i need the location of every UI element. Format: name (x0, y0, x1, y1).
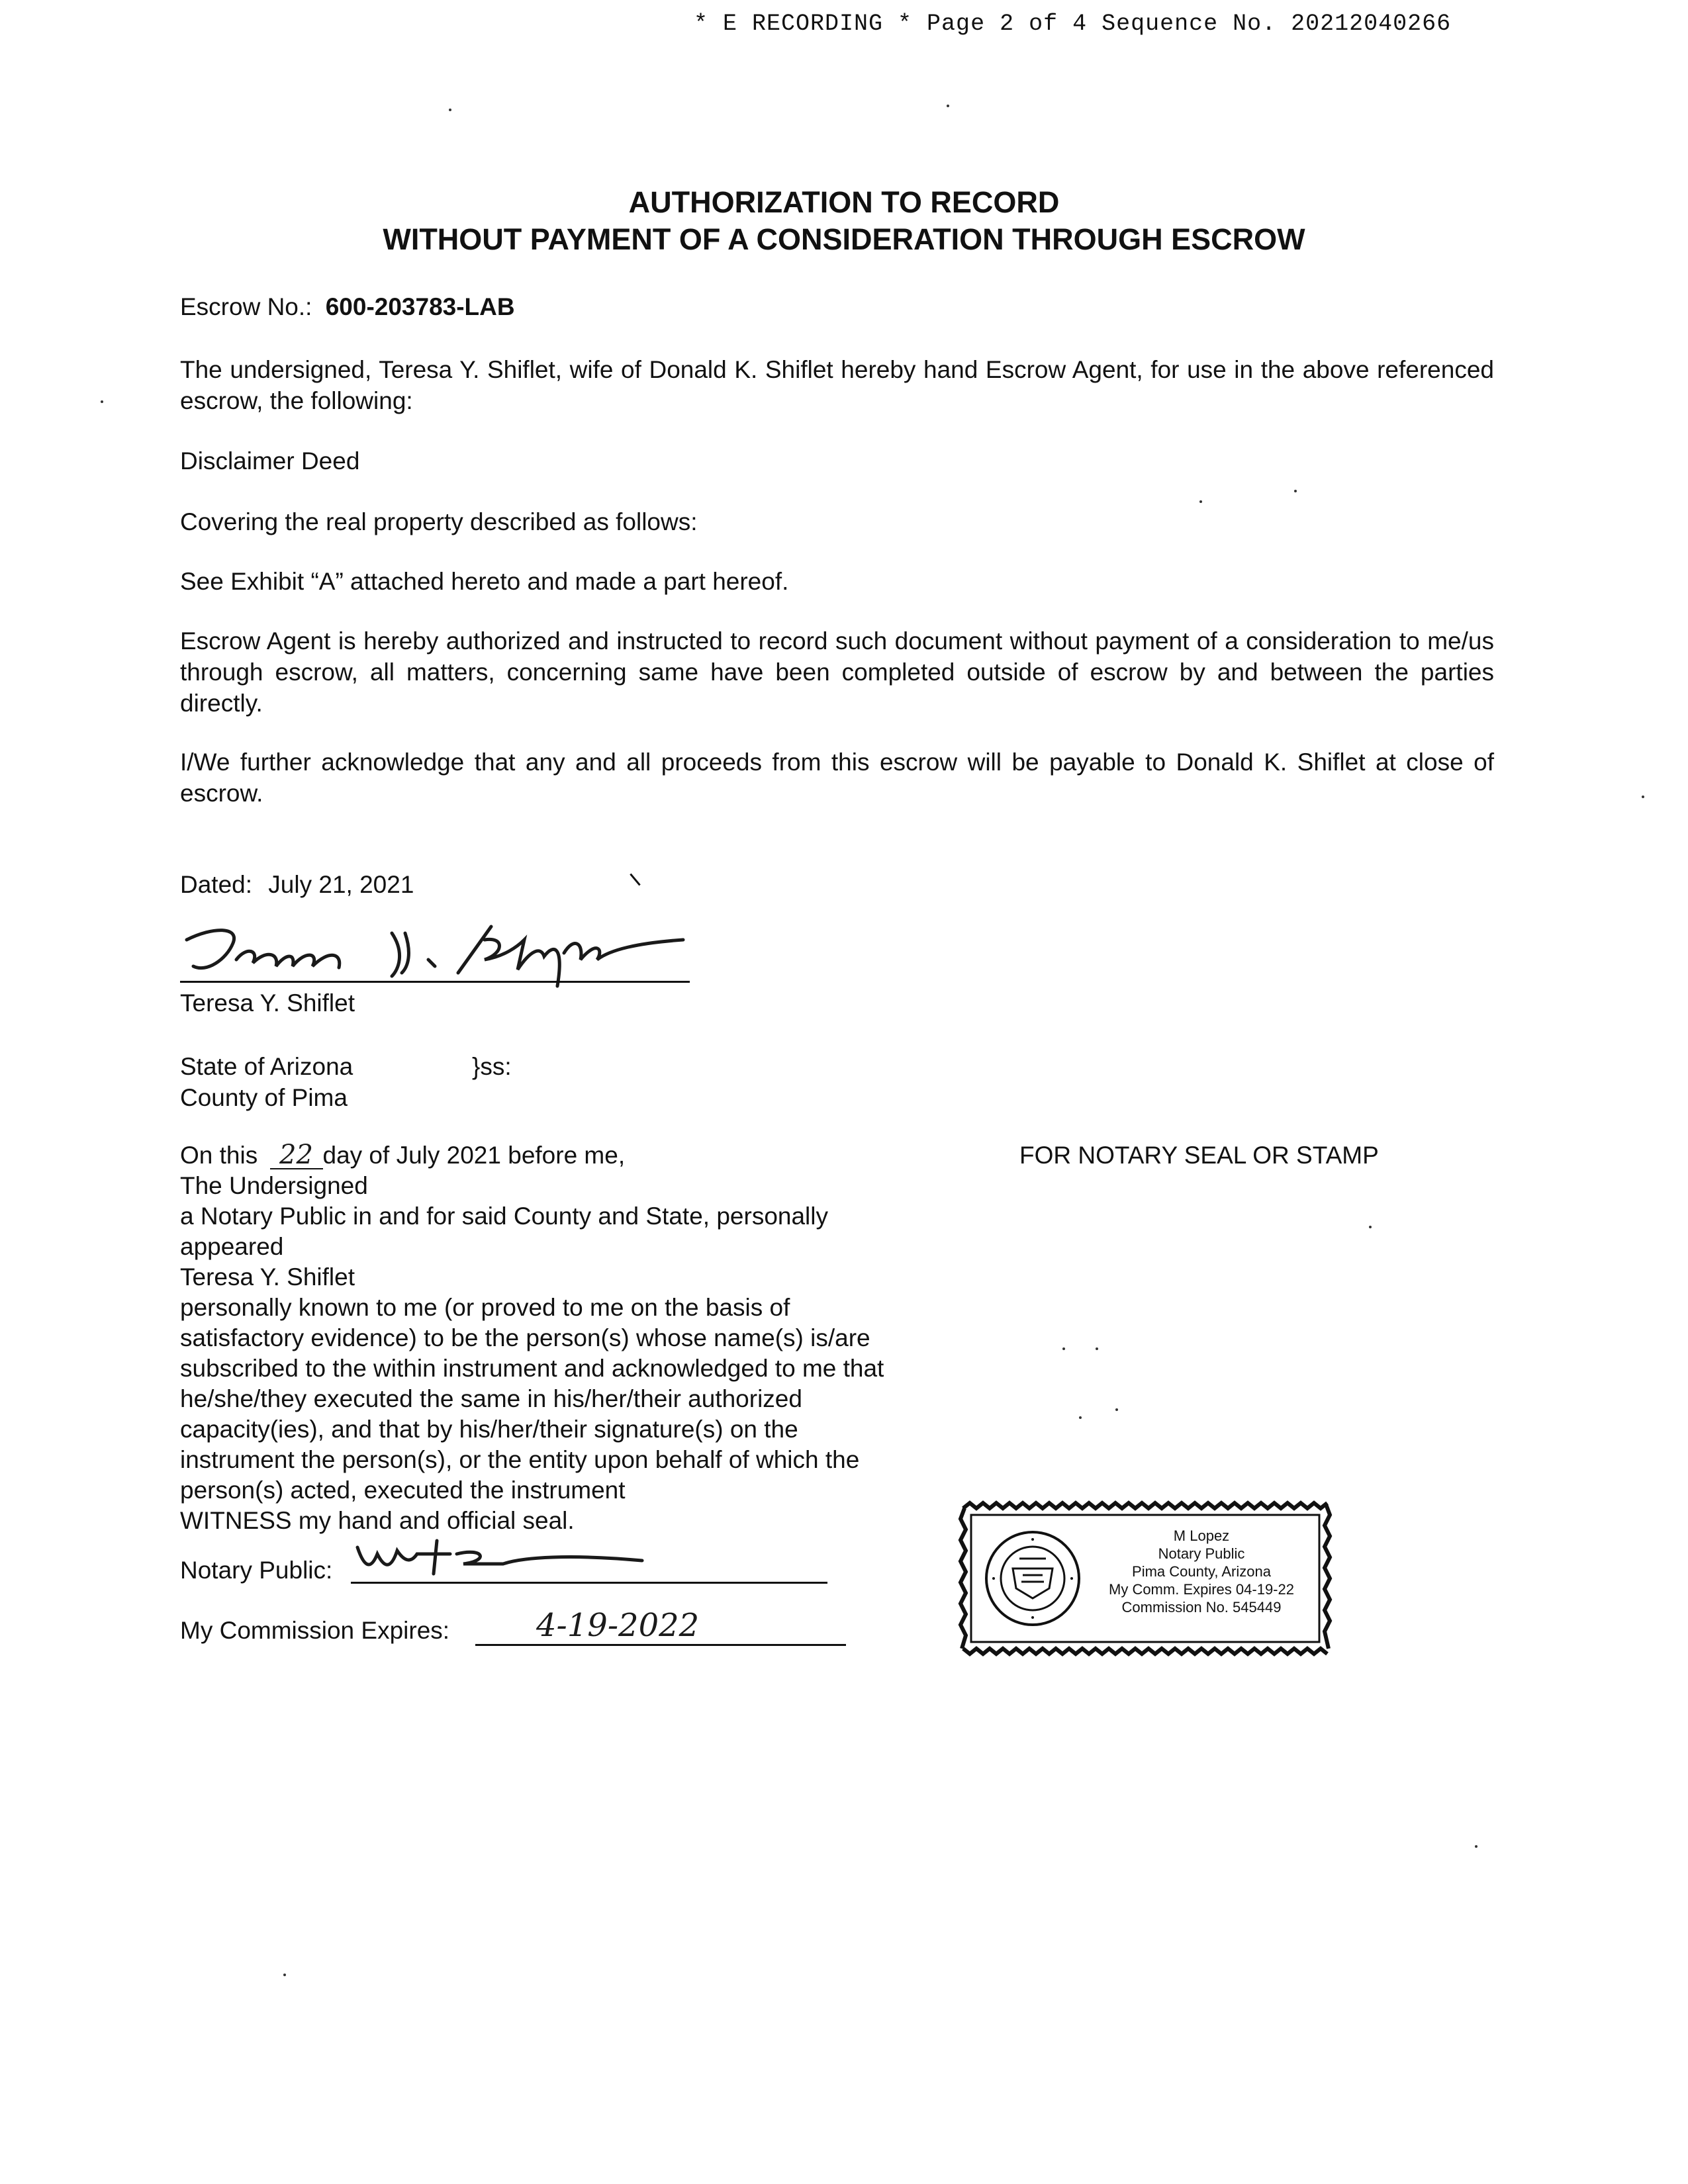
stamp-name: M Lopez (1173, 1527, 1230, 1544)
scan-speck (947, 105, 949, 107)
ack-line: WITNESS my hand and official seal. (180, 1507, 575, 1534)
document-title-line1: AUTHORIZATION TO RECORD (628, 185, 1060, 219)
stamp-commission: Commission No. 545449 (1121, 1599, 1282, 1615)
notary-signature-image (351, 1534, 669, 1587)
acknowledgment-block (180, 1140, 974, 1536)
ack-line: person(s) acted, executed the instrument (180, 1477, 626, 1504)
scan-speck (1079, 1416, 1082, 1419)
scan-speck (449, 109, 451, 111)
ack-line: capacity(ies), and that by his/her/their signature(s) on the (180, 1416, 798, 1443)
scan-speck (1096, 1347, 1098, 1350)
scan-speck (1115, 1408, 1118, 1411)
ack-line: instrument the person(s), or the entity upon behalf of which the (180, 1446, 860, 1473)
day-handwritten: 22 (270, 1142, 323, 1169)
ack-line: a Notary Public in and for said County and State, personally (180, 1203, 829, 1230)
stamp-title: Notary Public (1158, 1545, 1245, 1562)
seal-heading: FOR NOTARY SEAL OR STAMP (1019, 1142, 1379, 1169)
scan-speck (1199, 500, 1202, 503)
on-this-label: On this (180, 1142, 258, 1169)
venue-ss: }ss: (472, 1053, 512, 1080)
ack-line: personally known to me (or proved to me on the basis of (180, 1294, 790, 1321)
commission-expires-value: 4-19-2022 (536, 1607, 700, 1644)
venue-county: County of Pima (180, 1084, 348, 1111)
stamp-county: Pima County, Arizona (1132, 1563, 1271, 1580)
ack-line: he/she/they executed the same in his/her/their authorized (180, 1385, 802, 1412)
ack-line: The Undersigned (180, 1172, 368, 1199)
scan-speck (1369, 1226, 1372, 1228)
dated-label: Dated: (180, 871, 253, 898)
commission-expires-label: My Commission Expires: (180, 1617, 450, 1644)
escrow-number-row (180, 291, 515, 322)
document-title-line2: WITHOUT PAYMENT OF A CONSIDERATION THROUGH ESCROW (383, 222, 1305, 256)
signer-printed-name: Teresa Y. Shiflet (180, 989, 355, 1017)
scan-speck (101, 400, 103, 403)
escrow-label: Escrow No.: (180, 293, 312, 320)
scan-speck (1062, 1347, 1065, 1350)
notary-stamp (957, 1499, 1334, 1658)
scan-speck (1642, 796, 1644, 798)
ack-line: subscribed to the within instrument and acknowledged to me that (180, 1355, 884, 1382)
dated-value: July 21, 2021 (268, 871, 414, 898)
paragraph-exhibit: See Exhibit “A” attached hereto and made a part hereof. (180, 568, 789, 595)
paragraph-undersigned: The undersigned, Teresa Y. Shiflet, wife of Donald K. Shiflet hereby hand Escrow Agent, for use in the above referenced escrow, the following: (180, 356, 1494, 414)
stray-mark (630, 874, 640, 886)
escrow-number: 600-203783-LAB (325, 293, 515, 320)
dated-row (180, 869, 414, 900)
commission-expires-line (475, 1644, 846, 1646)
paragraph-proceeds: I/We further acknowledge that any and all proceeds from this escrow will be payable to Donald K. Shiflet at close of escrow. (180, 749, 1494, 807)
stamp-text-block (1082, 1527, 1321, 1616)
ack-line: appeared (180, 1233, 284, 1260)
paragraph-authorization: Escrow Agent is hereby authorized and instructed to record such document without payment of a consideration to me/us through escrow, all matters, concerning same have been completed outside of escrow by and between the parties directly. (180, 627, 1494, 717)
stamp-expires: My Comm. Expires 04-19-22 (1109, 1581, 1294, 1598)
ack-line: satisfactory evidence) to be the person(s) whose name(s) is/are (180, 1324, 870, 1351)
ack-line: Teresa Y. Shiflet (180, 1263, 355, 1291)
signature-line (180, 981, 690, 983)
recording-header: * E RECORDING * Page 2 of 4 Sequence No. 20212040266 (694, 11, 1452, 37)
scan-speck (283, 1974, 286, 1976)
scan-speck (1475, 1845, 1477, 1848)
state-seal-icon (983, 1529, 1082, 1628)
notary-public-label: Notary Public: (180, 1557, 333, 1584)
ack-first-line (180, 1140, 974, 1171)
venue-state: State of Arizona (180, 1053, 353, 1080)
day-suffix: day of July 2021 before me, (322, 1142, 626, 1169)
document-type: Disclaimer Deed (180, 447, 360, 475)
scan-speck (1294, 490, 1297, 492)
paragraph-property: Covering the real property described as follows: (180, 508, 698, 535)
